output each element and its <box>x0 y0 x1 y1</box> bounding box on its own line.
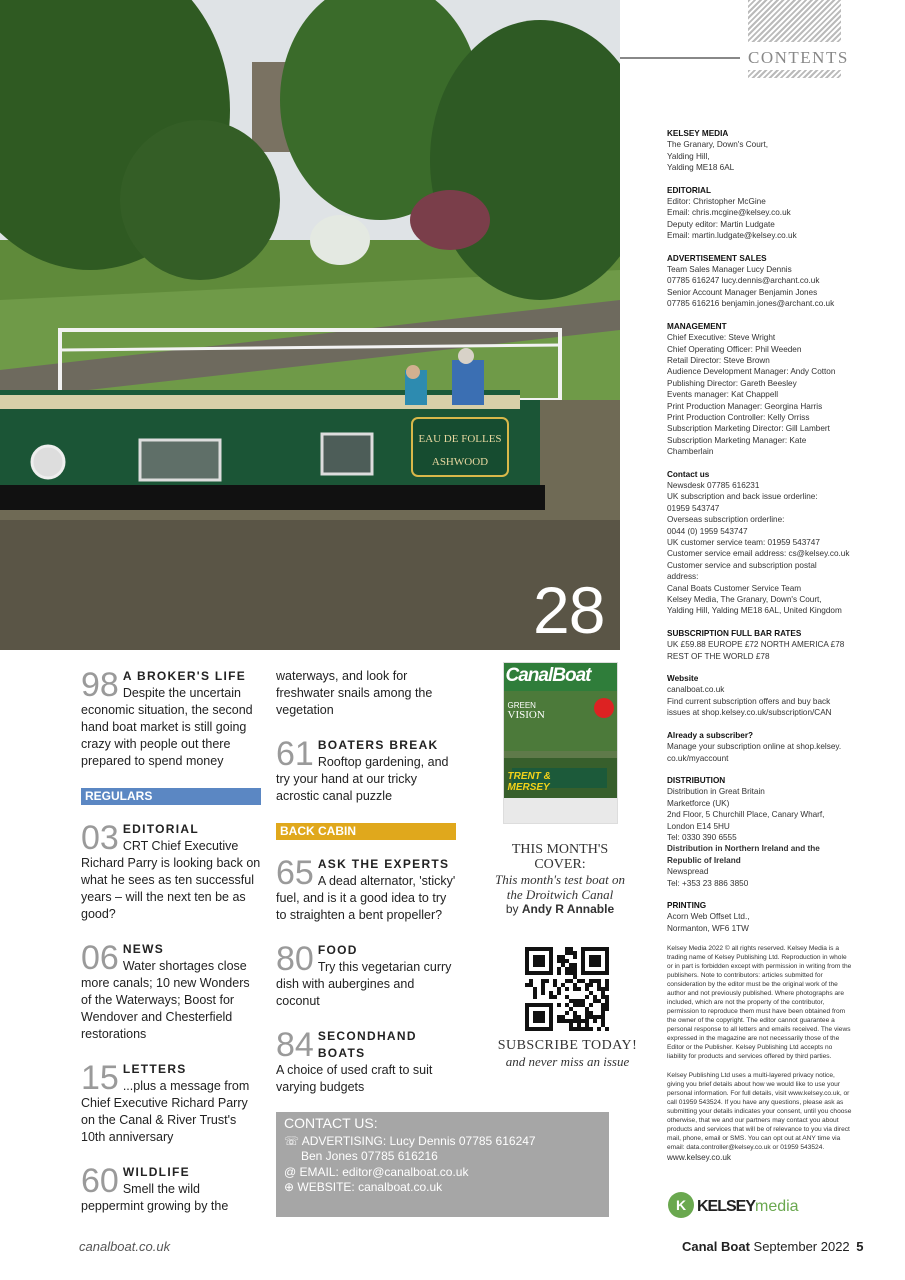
subscribe-block <box>495 1038 640 1070</box>
sidebar-heading-kelsey: KELSEY MEDIA <box>667 129 729 138</box>
sidebar-heading-management: MANAGEMENT <box>667 321 727 331</box>
contents-entry-61[interactable] <box>276 737 456 805</box>
contents-entry-06[interactable] <box>81 941 261 1043</box>
cover-vision: VISION <box>507 709 545 721</box>
sidebar-line: 0044 (0) 1959 543747 <box>667 526 748 536</box>
entry-page: 06 <box>81 939 119 977</box>
sidebar-heading-editorial: EDITORIAL <box>667 185 711 195</box>
sidebar-line: co.uk/myaccount <box>667 753 729 763</box>
sidebar-line: Manage your subscription online at shop.kelsey. <box>667 742 842 752</box>
subscribe-heading: SUBSCRIBE TODAY! <box>497 1038 638 1053</box>
sidebar-line: Chamberlain <box>667 447 714 457</box>
section-regulars: REGULARS <box>81 788 261 805</box>
contact-website[interactable] <box>284 1180 601 1196</box>
sidebar-www[interactable]: www.kelsey.co.uk <box>667 1153 732 1163</box>
contact-email-text: EMAIL: editor@canalboat.co.uk <box>299 1164 469 1179</box>
sidebar-line: Print Production Manager: Georgina Harris <box>667 401 823 411</box>
entry-heading: A BROKER'S LIFE <box>122 669 247 683</box>
sidebar-line: Editor: Christopher McGine <box>667 197 766 207</box>
entry-heading: FOOD <box>317 943 358 957</box>
cover-by-label: by <box>505 902 519 916</box>
entry-page: 15 <box>81 1059 119 1097</box>
sidebar-line: Canal Boats Customer Service Team <box>667 583 802 593</box>
header-rule <box>620 57 740 59</box>
contents-entry-84[interactable] <box>276 1028 456 1096</box>
contact-website-text: WEBSITE: canalboat.co.uk <box>297 1180 443 1194</box>
entry-text: Smell the wild peppermint growing by the <box>81 1182 229 1213</box>
cover-green: GREEN <box>507 701 536 710</box>
sidebar-line: Yalding Hill, Yalding ME18 6AL, United Kingdom <box>667 606 842 616</box>
entry-heading: BOATERS BREAK <box>317 738 439 752</box>
sidebar-line: address: <box>667 572 699 582</box>
logo-media-text: media <box>755 1198 799 1215</box>
sidebar-heading-ni: Distribution in Northern Ireland and the Republic of Ireland <box>667 844 820 865</box>
contact-title: CONTACT US: <box>284 1115 378 1131</box>
footer-issue: September 2022 <box>753 1239 850 1254</box>
sidebar-heading-already: Already a subscriber? <box>667 730 754 740</box>
sidebar-line: 2nd Floor, 5 Churchill Place, Canary Wharf, <box>667 810 825 820</box>
contact-email[interactable] <box>284 1165 601 1181</box>
header-stripes-top <box>748 0 841 42</box>
sidebar-line: Acorn Web Offset Ltd., <box>667 912 750 922</box>
entry-text: CRT Chief Executive Richard Parry is looking back on what he sees as ten successful years – will the next ten be as good? <box>81 839 261 921</box>
contents-entry-15[interactable] <box>81 1061 261 1146</box>
sidebar-line: London E14 5HU <box>667 821 730 831</box>
sidebar-line: REST OF THE WORLD £78 <box>667 651 770 661</box>
sidebar-heading-distribution: DISTRIBUTION <box>667 775 726 785</box>
contents-entry-80[interactable] <box>276 942 456 1010</box>
sidebar-line: Senior Account Manager Benjamin Jones <box>667 287 818 297</box>
sidebar-line: Events manager: Kat Chappell <box>667 390 779 400</box>
entry-heading: LETTERS <box>122 1062 187 1076</box>
page-number: 28 <box>533 573 605 647</box>
masthead-sidebar <box>667 128 852 1164</box>
contents-entry-65[interactable] <box>276 856 456 924</box>
entry-page: 61 <box>276 735 314 773</box>
sidebar-line: Print Production Controller: Kelly Orriss <box>667 412 810 422</box>
phone-icon: ☏ <box>284 1133 300 1148</box>
sidebar-line: The Granary, Down's Court, <box>667 140 769 150</box>
entry-text: waterways, and look for freshwater snails among the vegetation <box>276 669 433 717</box>
logo-k: K <box>675 1197 687 1213</box>
sidebar-legal-legal1: Kelsey Media 2022 © all rights reserved. Kelsey Media is a trading name of Kelsey Publishing Ltd. Reproduction in whole or in part is forbidden except with permission in writing from the publishers. Note to contributors: articles submitted for consideration by the editor must be the original work of the author and not previously published. Where photographs are included, which are not the property of the contributor, permission to reproduce them must have been obtained from the owner of the copyright. The editor cannot guarantee a personal response to all letters and emails received. The views expressed in the magazine are not necessarily those of the Editor or the Publisher. Kelsey Publishing Ltd accepts no liability for products and services offered by third parties. <box>667 945 852 1061</box>
sidebar-heading-printing: PRINTING <box>667 900 707 910</box>
sidebar-line: Kelsey Media, The Granary, Down's Court, <box>667 595 822 605</box>
kelsey-media-logo <box>667 1190 807 1220</box>
sidebar-line: Deputy editor: Martin Ludgate <box>667 219 775 229</box>
sidebar-line: Email: martin.ludgate@kelsey.co.uk <box>667 231 797 241</box>
sidebar-line: 07785 616216 benjamin.jones@archant.co.uk <box>667 299 835 309</box>
contact-advertising <box>284 1134 601 1150</box>
entry-page: 80 <box>276 940 314 978</box>
sidebar-line: UK customer service team: 01959 543747 <box>667 538 820 547</box>
sidebar-line: Newsdesk 07785 616231 <box>667 480 760 490</box>
cover-mersey: MERSEY <box>507 782 550 793</box>
page-title: CONTENTS <box>748 48 849 67</box>
sidebar-line: Customer service and subscription postal <box>667 560 817 570</box>
cover-heading-line2: COVER: <box>534 857 586 872</box>
header-stripes-bottom <box>748 70 841 78</box>
sidebar-line: Newspread <box>667 867 709 877</box>
svg-text:ASHWOOD: ASHWOOD <box>431 456 489 468</box>
sidebar-line: Tel: 0330 390 6555 <box>667 832 737 842</box>
entry-text: Rooftop gardening, and try your hand at our tricky acrostic canal puzzle <box>276 755 449 803</box>
footer-page: 5 <box>856 1239 864 1254</box>
sidebar-line: Audience Development Manager: Andy Cotton <box>667 367 836 377</box>
entry-heading: WILDLIFE <box>122 1165 190 1179</box>
contact-box <box>276 1112 609 1217</box>
entry-page: 98 <box>81 666 119 704</box>
sidebar-line: Yalding Hill, <box>667 151 710 161</box>
footer-folio <box>682 1239 864 1254</box>
entry-heading: ASK THE EXPERTS <box>317 857 450 871</box>
entry-text: Try this vegetarian curry dish with aubergines and coconut <box>276 960 452 1008</box>
footer-brand: Canal Boat <box>682 1239 750 1254</box>
sidebar-heading-ads: ADVERTISEMENT SALES <box>667 253 767 263</box>
logo-kelsey-text: KELSEY <box>697 1198 756 1215</box>
sidebar-heading-website: Website <box>667 674 699 684</box>
contact-advertising-text: ADVERTISING: Lucy Dennis 07785 616247 <box>301 1133 536 1148</box>
entry-text: ...plus a message from Chief Executive Richard Parry on the Canal & River Trust's 10th anniversary <box>81 1079 250 1144</box>
sidebar-line: Email: chris.mcgine@kelsey.co.uk <box>667 208 791 218</box>
sidebar-line: Subscription Marketing Manager: Kate <box>667 435 807 445</box>
footer-site[interactable]: canalboat.co.uk <box>79 1239 171 1254</box>
globe-icon: ⊕ <box>284 1180 295 1194</box>
sidebar-line: Find current subscription offers and buy back <box>667 696 831 706</box>
contents-entry-60-continued <box>276 668 456 719</box>
sidebar-line: UK £59.88 EUROPE £72 NORTH AMERICA £78 <box>667 640 845 650</box>
svg-text:EAU DE FOLLES: EAU DE FOLLES <box>418 433 502 445</box>
sidebar-line: Publishing Director: Gareth Beesley <box>667 378 797 388</box>
magazine-cover-image[interactable] <box>503 662 618 824</box>
cover-heading-line1: THIS MONTH'S <box>511 842 609 857</box>
entry-heading: EDITORIAL <box>122 822 199 836</box>
sidebar-heading-rates: SUBSCRIPTION FULL BAR RATES <box>667 628 802 638</box>
cover-trent: TRENT & <box>507 771 551 782</box>
entry-page: 65 <box>276 854 314 892</box>
sidebar-line: Normanton, WF6 1TW <box>667 923 749 933</box>
sidebar-line: Distribution in Great Britain <box>667 787 765 797</box>
sidebar-line: Customer service email address: cs@kelsey.co.uk <box>667 549 850 559</box>
sidebar-line: Chief Executive: Steve Wright <box>667 333 776 343</box>
subscribe-subline: and never miss an issue <box>505 1054 630 1069</box>
cover-block <box>495 662 625 916</box>
entry-page: 03 <box>81 819 119 857</box>
sidebar-line: 07785 616247 lucy.dennis@archant.co.uk <box>667 276 820 286</box>
sidebar-line: Tel: +353 23 886 3850 <box>667 878 749 888</box>
cover-author: Andy R Annable <box>521 902 615 916</box>
sidebar-line: Chief Operating Officer: Phil Weeden <box>667 344 802 354</box>
contents-entry-98[interactable] <box>81 668 261 770</box>
sidebar-line: Marketforce (UK) <box>667 798 730 808</box>
cover-masthead: CanalBoat <box>505 665 591 686</box>
sidebar-line: Team Sales Manager Lucy Dennis <box>667 265 792 275</box>
contents-entry-60[interactable] <box>81 1164 261 1215</box>
contents-column-1 <box>81 668 261 1233</box>
entry-heading: NEWS <box>122 942 165 956</box>
subscribe-qr-code[interactable] <box>525 947 609 1031</box>
sidebar-line: Retail Director: Steve Brown <box>667 355 770 365</box>
contents-column-2 <box>276 668 456 1114</box>
cover-photo <box>0 0 620 650</box>
entry-page: 84 <box>276 1026 314 1064</box>
section-back-cabin: BACK CABIN <box>276 823 456 840</box>
entry-text: A dead alternator, 'sticky' fuel, and is it a good idea to try to straighten a bent propeller? <box>276 874 456 922</box>
cover-description: This month's test boat on the Droitwich Canal <box>495 872 625 902</box>
cover-credit <box>495 902 625 916</box>
entry-text: Water shortages close more canals; 10 new Wonders of the Waterways; Boost for Wendover and Chesterfield restorations <box>81 959 250 1041</box>
sidebar-line: 01959 543747 <box>667 503 720 513</box>
cover-heading <box>495 842 625 872</box>
contact-advertising2: Ben Jones 07785 616216 <box>301 1149 438 1163</box>
entry-text: Despite the uncertain economic situation, the second hand boat market is still going crazy with people out there prepared to spend money <box>81 686 253 768</box>
sidebar-line: UK subscription and back issue orderline: <box>667 492 818 502</box>
sidebar-line: issues at shop.kelsey.co.uk/subscription/CAN <box>667 708 832 718</box>
sidebar-line: canalboat.co.uk <box>667 685 725 695</box>
at-icon: @ <box>284 1164 297 1179</box>
entry-text: A choice of used craft to suit varying budgets <box>276 1063 433 1094</box>
sidebar-legal-legal2: Kelsey Publishing Ltd uses a multi-layered privacy notice, giving you brief details about how we would like to use your personal information. For full details, visit www.kelsey.co.uk, or call 01959 543524. If you have any questions, please ask as submitting your details indicates your consent, until you choose otherwise, that we and our partners may contact you about products and services that will be of relevance to you via direct mail, phone, email or SMS. You can opt out at ANY time via email: data.controller@kelsey.co.uk or 01959 543524. <box>667 1072 852 1152</box>
contents-entry-03[interactable] <box>81 821 261 923</box>
entry-heading: SECONDHAND BOATS <box>317 1029 417 1060</box>
sidebar-heading-contact: Contact us <box>667 469 710 479</box>
sidebar-line: Overseas subscription orderline: <box>667 515 785 525</box>
entry-page: 60 <box>81 1162 119 1200</box>
sidebar-line: Subscription Marketing Director: Gill Lambert <box>667 424 830 434</box>
sidebar-line: Yalding ME18 6AL <box>667 163 735 173</box>
